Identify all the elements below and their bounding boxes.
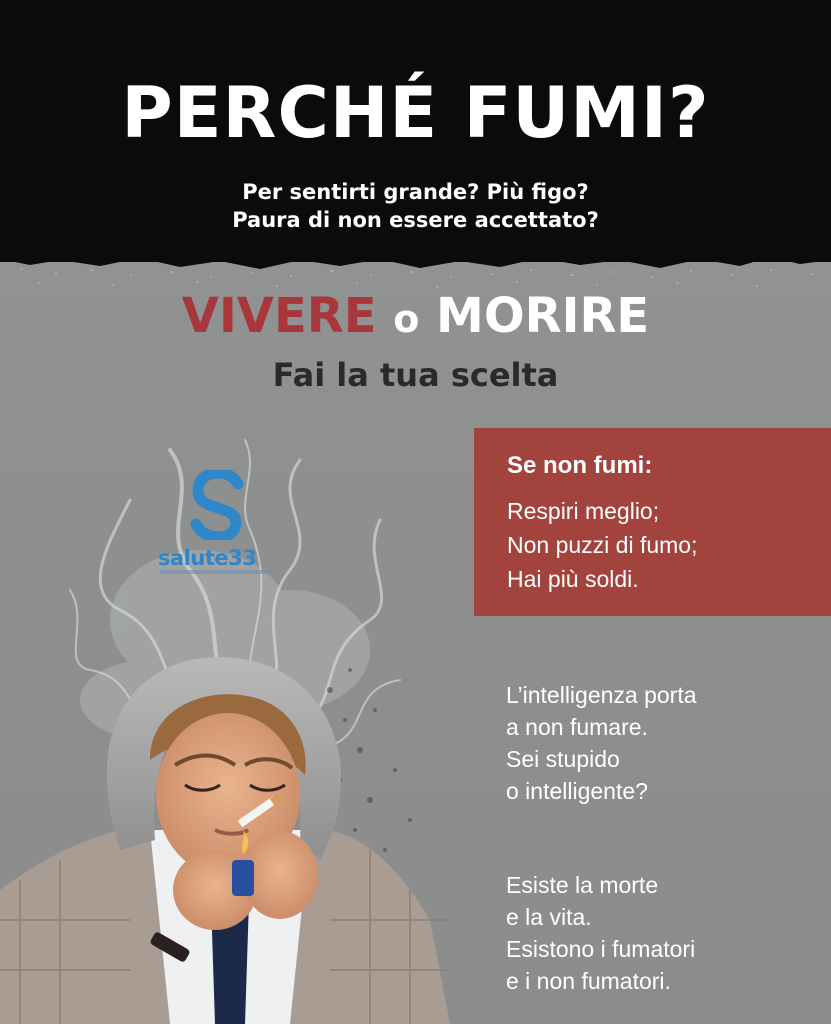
logo-tagline-line bbox=[160, 570, 272, 574]
headline: PERCHÉ FUMI? bbox=[121, 72, 710, 154]
logo-name: salute33 bbox=[158, 546, 257, 570]
intelligence-line: a non fumare. bbox=[506, 714, 648, 740]
subline-question-1: Per sentirti grande? Più figo? bbox=[242, 180, 589, 204]
subline-question-2: Paura di non essere accettato? bbox=[232, 208, 599, 232]
benefit-item: Hai più soldi. bbox=[507, 566, 639, 592]
benefits-title: Se non fumi: bbox=[507, 452, 653, 479]
life-line: Esistono i fumatori bbox=[506, 936, 696, 962]
benefit-item: Respiri meglio; bbox=[507, 498, 660, 524]
choice-title bbox=[0, 288, 831, 344]
life-line: e i non fumatori. bbox=[506, 968, 671, 994]
benefit-item: Non puzzi di fumo; bbox=[507, 532, 698, 558]
word-or: o bbox=[393, 297, 420, 341]
tagline: Fai la tua scelta bbox=[272, 356, 559, 394]
life-line: Esiste la morte bbox=[506, 872, 659, 898]
life-line: e la vita. bbox=[506, 904, 592, 930]
word-die: MORIRE bbox=[436, 288, 650, 344]
logo-s-icon bbox=[190, 470, 246, 540]
benefits-box bbox=[474, 428, 831, 616]
intelligence-line: Sei stupido bbox=[506, 746, 620, 772]
word-live: VIVERE bbox=[181, 288, 377, 344]
intelligence-line: L’intelligenza porta bbox=[506, 682, 697, 708]
salute33-logo bbox=[150, 470, 280, 580]
intelligence-line: o intelligente? bbox=[506, 778, 648, 804]
